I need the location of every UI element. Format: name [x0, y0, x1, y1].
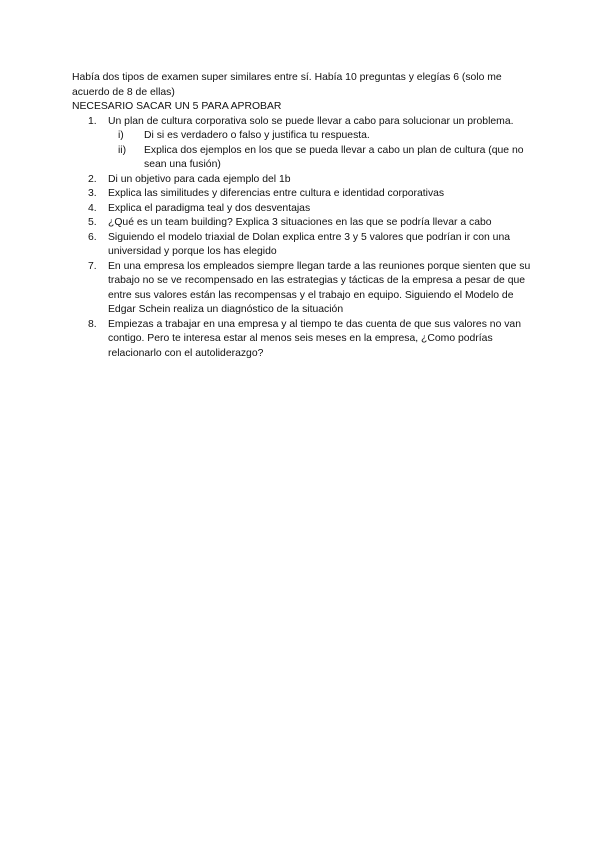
- question-number: 1.: [88, 115, 97, 127]
- question-item: [72, 187, 534, 202]
- question-number: 3.: [88, 188, 97, 199]
- question-text: ¿Qué es un team building? Explica 3 situaciones en las que se podría llevar a cabo: [108, 217, 492, 228]
- intro-paragraph: Había dos tipos de examen super similares entre sí. Había 10 preguntas y elegías 6 (solo me acuerdo de 8 de ellas): [72, 72, 502, 98]
- question-item: [72, 202, 534, 217]
- sub-question-number: ii): [118, 144, 127, 156]
- question-number: 5.: [88, 217, 97, 228]
- question-item: [72, 115, 534, 173]
- question-number: 7.: [88, 260, 97, 272]
- question-text: Explica el paradigma teal y dos desventajas: [108, 202, 311, 214]
- question-text: Un plan de cultura corporativa solo se puede llevar a cabo para solucionar un problema.: [108, 115, 514, 127]
- question-text: Siguiendo el modelo triaxial de Dolan explica entre 3 y 5 valores que podrían ir con una universidad y porque los has elegido: [108, 231, 511, 257]
- question-number: 6.: [88, 231, 97, 243]
- question-text: Di un objetivo para cada ejemplo del 1b: [108, 173, 291, 185]
- question-item: [72, 216, 534, 231]
- sub-question-item: [108, 144, 534, 173]
- sub-question-item: [108, 129, 534, 144]
- sub-question-list: [108, 129, 534, 173]
- question-number: 8.: [88, 318, 97, 330]
- question-item: [72, 318, 534, 362]
- sub-question-number: i): [118, 130, 124, 141]
- question-text: Explica las similitudes y diferencias entre cultura e identidad corporativas: [108, 188, 445, 199]
- sub-question-text: Di si es verdadero o falso y justifica tu respuesta.: [144, 130, 370, 141]
- question-list: [72, 115, 534, 362]
- question-text: En una empresa los empleados siempre llegan tarde a las reuniones porque sienten que su trabajo no se ve recompensado en las estrategias y tácticas de la empresa a pesar de que entre sus valores están las recompensas y el trabajo en equipo. Siguiendo el Modelo de Edgar Schein realiza un diagnóstico de la situación: [108, 260, 531, 315]
- question-number: 2.: [88, 173, 97, 185]
- question-text: Empiezas a trabajar en una empresa y al tiempo te das cuenta de que sus valores no van contigo. Pero te interesa estar al menos seis meses en la empresa, ¿Como podrías relacionarlo con el autoliderazgo?: [108, 318, 521, 359]
- document-body: [72, 71, 534, 361]
- passing-requirement-heading: NECESARIO SACAR UN 5 PARA APROBAR: [72, 101, 282, 112]
- question-item: [72, 173, 534, 188]
- question-item: [72, 231, 534, 260]
- question-number: 4.: [88, 202, 97, 214]
- question-item: [72, 260, 534, 318]
- sub-question-text: Explica dos ejemplos en los que se pueda llevar a cabo un plan de cultura (que no sean una fusión): [144, 144, 524, 170]
